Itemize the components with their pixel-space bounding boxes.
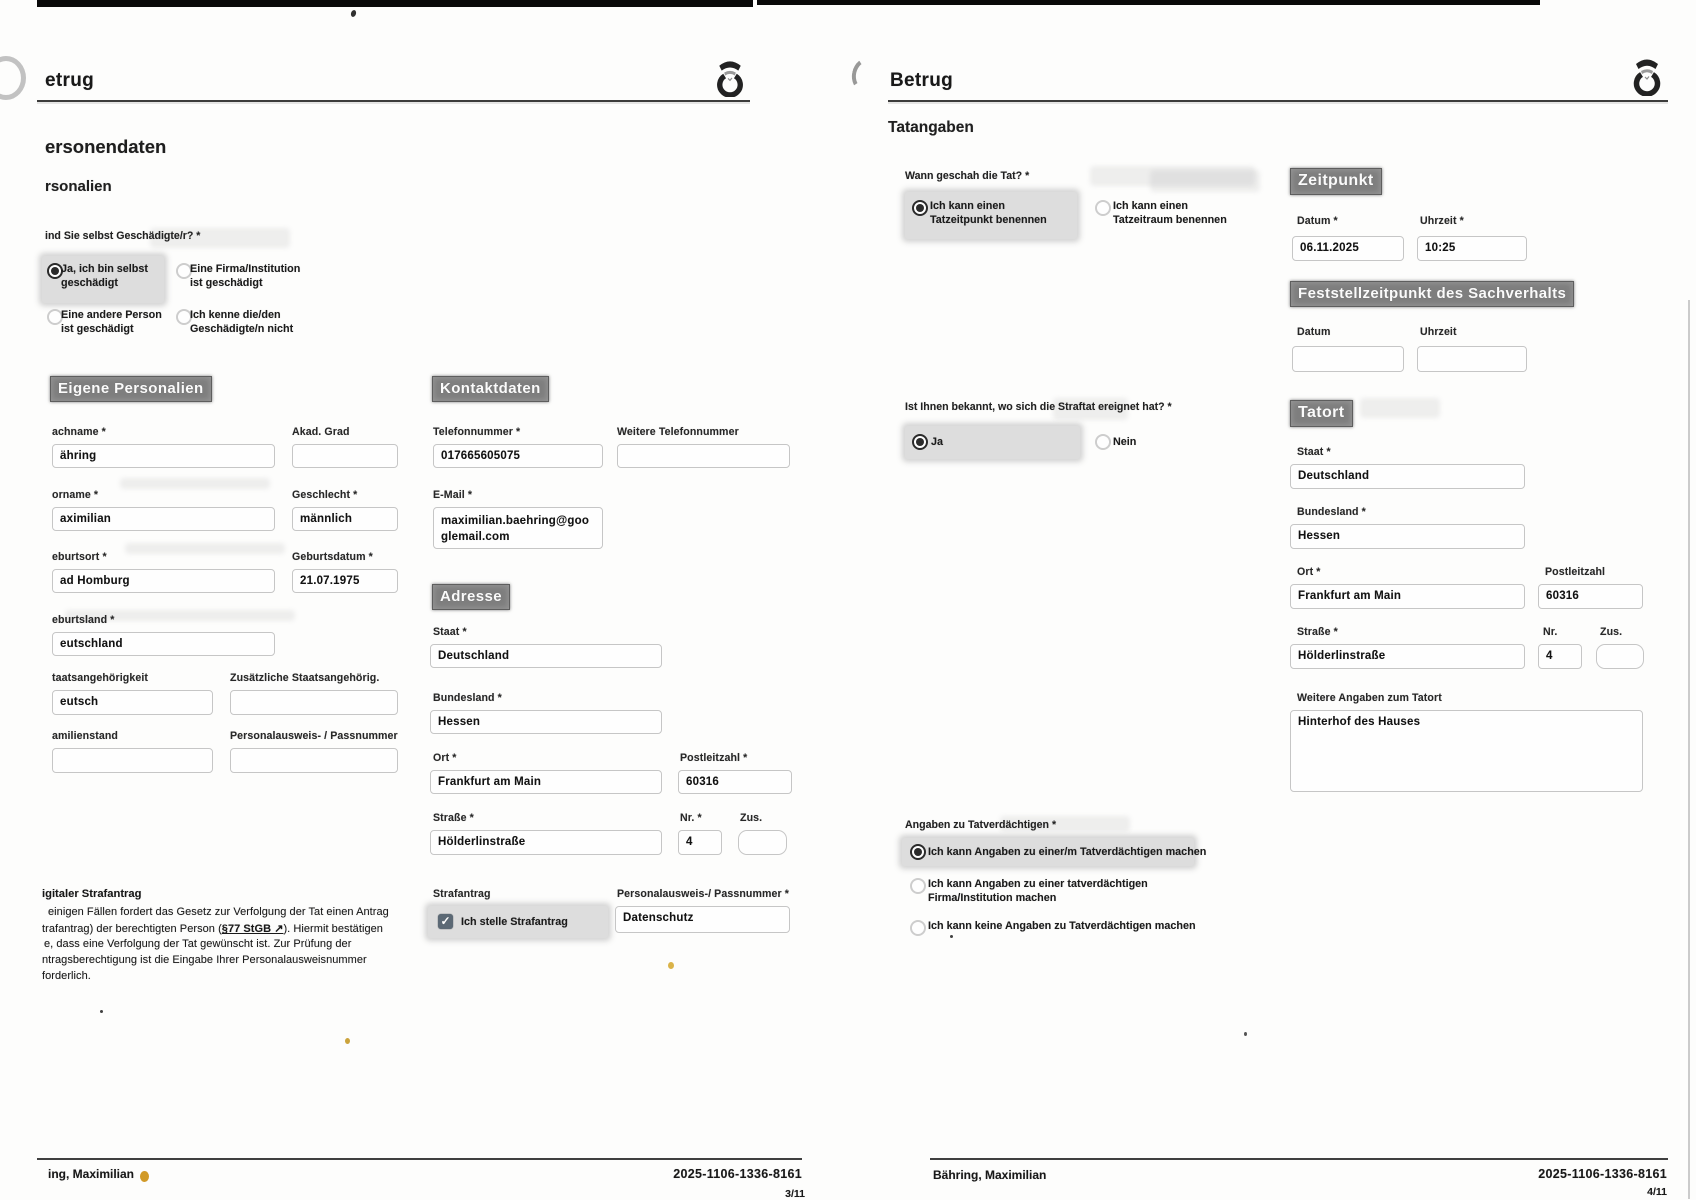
rp-footer-reference: 2025-1106-1336-8161 — [1538, 1167, 1667, 1181]
tatort-hausnummer-label: Nr. — [1543, 626, 1558, 638]
rp-footer-name: Bähring, Maximilian — [933, 1168, 1047, 1182]
onlinewache-logo-icon — [1630, 54, 1664, 101]
staatsangehoerigkeit-input[interactable]: eutsch — [52, 690, 213, 715]
scan-smudge — [125, 543, 285, 554]
staat-input[interactable]: Deutschland — [430, 644, 662, 668]
ort-label: Ort * — [433, 752, 457, 764]
checkbox-checked-icon[interactable] — [438, 914, 453, 929]
scan-speck-orange — [140, 1171, 149, 1182]
scan-speck — [1244, 1032, 1247, 1036]
scan-smudge — [1360, 398, 1440, 418]
strafantrag-info-line5: forderlich. — [42, 970, 91, 982]
tatort-ort-input[interactable]: Frankfurt am Main — [1290, 584, 1525, 609]
tatort-postleitzahl-label: Postleitzahl — [1545, 566, 1606, 578]
scan-edge-bar-left — [37, 0, 753, 7]
strafantrag-info-line2-pre: trafantrag) der berechtigten Person ( — [42, 923, 222, 935]
rp-section-feststellzeitpunkt: Feststellzeitpunkt des Sachverhalts — [1290, 281, 1574, 307]
feststell-uhrzeit-label: Uhrzeit — [1420, 326, 1457, 338]
radio-unselected-icon[interactable] — [1095, 434, 1111, 450]
radio-unselected-icon[interactable] — [910, 878, 926, 894]
tatort-hausnummer-input[interactable]: 4 — [1538, 644, 1582, 669]
tat-uhrzeit-input[interactable]: 10:25 — [1417, 236, 1527, 261]
scan-ring-artifact — [849, 55, 883, 94]
tatort-postleitzahl-input[interactable]: 60316 — [1538, 584, 1643, 609]
page-edge-line — [1688, 300, 1690, 1199]
lp-header-rule — [37, 100, 750, 102]
scan-hole-artifact — [0, 56, 26, 100]
feststell-uhrzeit-input[interactable] — [1417, 346, 1527, 372]
tatort-weitere-angaben-label: Weitere Angaben zum Tatort — [1297, 692, 1442, 704]
geburtsdatum-label: Geburtsdatum * — [292, 551, 373, 563]
strasse-label: Straße * — [433, 812, 474, 824]
postleitzahl-input[interactable]: 60316 — [678, 770, 792, 794]
radio-selected-icon[interactable] — [910, 844, 926, 860]
stgb-paragraph-link[interactable]: §77 StGB ↗ — [221, 923, 284, 935]
scan-edge-bar-right — [757, 0, 1540, 5]
zusaetzliche-staatsang-label: Zusätzliche Staatsangehörig. — [230, 672, 380, 684]
strafantrag-info-line2 — [42, 922, 383, 935]
rp-section-heading: Tatangaben — [888, 119, 974, 136]
telefonnummer-input[interactable]: 017665605075 — [433, 444, 603, 468]
lp-section-eigene-personalien: Eigene Personalien — [50, 376, 212, 402]
rp-page-title: Betrug — [890, 70, 954, 91]
lp-footer-page-number: 3/11 — [785, 1188, 805, 1200]
scan-speck-orange — [668, 962, 674, 969]
rp-suspect-option-1[interactable]: Ich kann Angaben zu einer/m Tatverdächtigen machen — [928, 846, 1207, 858]
rp-suspect-option-3[interactable]: Ich kann keine Angaben zu Tatverdächtigen machen — [928, 920, 1196, 932]
tatort-strasse-label: Straße * — [1297, 626, 1338, 638]
strafantrag-info-line4: ntragsberechtigung ist die Eingabe Ihrer Personalausweisnummer — [42, 954, 367, 966]
rp-footer-page-number: 4/11 — [1647, 1186, 1667, 1198]
weitere-telefonnummer-label: Weitere Telefonnummer — [617, 426, 739, 438]
familienstand-input[interactable] — [52, 748, 213, 773]
geburtsort-label: eburtsort * — [52, 551, 107, 563]
ort-input[interactable]: Frankfurt am Main — [430, 770, 662, 794]
rp-section-tatort: Tatort — [1290, 400, 1353, 427]
strafantrag-info-line3: e, dass eine Verfolgung der Tat gewünscht ist. Zur Prüfung der — [44, 938, 352, 950]
lp-victim-option-4[interactable]: Ich kenne die/den Geschädigte/n nicht — [190, 309, 294, 336]
strafantrag-label: Strafantrag — [433, 888, 491, 900]
rp-section-zeitpunkt: Zeitpunkt — [1290, 168, 1382, 195]
vorname-label: orname * — [52, 489, 99, 501]
rp-where-question: Ist Ihnen bekannt, wo sich die Straftat ereignet hat? * — [905, 401, 1172, 413]
tatort-strasse-input[interactable]: Hölderlinstraße — [1290, 644, 1525, 669]
tatort-weitere-angaben-textarea[interactable]: Hinterhof des Hauses — [1290, 710, 1643, 792]
familienstand-label: amilienstand — [52, 730, 118, 742]
lp-section-kontaktdaten: Kontaktdaten — [432, 376, 549, 402]
tatort-bundesland-label: Bundesland * — [1297, 506, 1366, 518]
personalausweis-input[interactable] — [230, 748, 398, 773]
tatort-zusatz-input[interactable] — [1596, 644, 1644, 669]
akad-grad-label: Akad. Grad — [292, 426, 350, 438]
geburtsland-input[interactable]: eutschland — [52, 632, 275, 656]
radio-unselected-icon[interactable] — [1095, 200, 1111, 216]
tatort-bundesland-input[interactable]: Hessen — [1290, 524, 1525, 549]
lp-victim-option-1[interactable]: Ja, ich bin selbst geschädigt — [61, 263, 149, 290]
lp-footer-name: ing, Maximilian — [48, 1167, 135, 1181]
lp-footer-rule — [37, 1158, 802, 1160]
postleitzahl-label: Postleitzahl * — [680, 752, 748, 764]
feststell-datum-label: Datum — [1297, 326, 1331, 338]
tatort-staat-input[interactable]: Deutschland — [1290, 464, 1525, 489]
scan-speck — [100, 1010, 103, 1013]
geburtsdatum-input[interactable]: 21.07.1975 — [292, 569, 398, 593]
geschlecht-input[interactable]: männlich — [292, 507, 398, 531]
strafantrag-info-line1: einigen Fällen fordert das Gesetz zur Verfolgung der Tat einen Antrag — [48, 906, 389, 918]
vorname-input[interactable]: aximilian — [52, 507, 275, 531]
lp-section-adresse: Adresse — [432, 584, 510, 610]
rp-footer-rule — [930, 1158, 1668, 1160]
scan-speck-orange — [345, 1038, 350, 1044]
email-input[interactable]: maximilian.baehring@googlemail.com — [433, 507, 603, 549]
strafantrag-info-title: igitaler Strafantrag — [42, 888, 142, 900]
personalausweis2-label: Personalausweis-/ Passnummer * — [617, 888, 789, 900]
scan-smudge — [120, 478, 270, 489]
personalausweis2-input[interactable]: Datenschutz — [615, 906, 790, 933]
lp-subsection-heading: rsonalien — [45, 178, 112, 195]
radio-selected-icon[interactable] — [912, 200, 928, 216]
tat-uhrzeit-label: Uhrzeit * — [1420, 215, 1464, 227]
rp-when-option-1[interactable]: Ich kann einen Tatzeitpunkt benennen — [930, 200, 1047, 227]
staat-label: Staat * — [433, 626, 467, 638]
rp-where-option-ja[interactable]: Ja — [931, 436, 944, 448]
lp-section-heading: ersonendaten — [45, 136, 167, 157]
nachname-input[interactable]: ähring — [52, 444, 275, 468]
tatort-ort-label: Ort * — [1297, 566, 1321, 578]
nachname-label: achname * — [52, 426, 106, 438]
bundesland-input[interactable]: Hessen — [430, 710, 662, 734]
rp-header-rule — [888, 100, 1668, 102]
tat-datum-input[interactable]: 06.11.2025 — [1292, 236, 1404, 261]
tatort-staat-label: Staat * — [1297, 446, 1331, 458]
lp-footer-reference: 2025-1106-1336-8161 — [673, 1167, 802, 1181]
tatort-zusatz-label: Zus. — [1600, 626, 1623, 638]
hausnummer-input[interactable]: 4 — [678, 830, 722, 855]
scan-smudge — [1150, 170, 1260, 192]
bundesland-label: Bundesland * — [433, 692, 502, 704]
rp-when-option-2[interactable]: Ich kann einen Tatzeitraum benennen — [1113, 200, 1227, 227]
strasse-input[interactable]: Hölderlinstraße — [430, 830, 662, 855]
zusaetzliche-staatsang-input[interactable] — [230, 690, 398, 715]
tat-datum-label: Datum * — [1297, 215, 1338, 227]
geburtsort-input[interactable]: ad Homburg — [52, 569, 275, 593]
weitere-telefonnummer-input[interactable] — [617, 444, 790, 468]
radio-unselected-icon[interactable] — [910, 920, 926, 936]
rp-when-question: Wann geschah die Tat? * — [905, 170, 1030, 182]
lp-victim-question: ind Sie selbst Geschädigte/r? * — [45, 230, 201, 242]
lp-page-title: etrug — [45, 70, 94, 91]
lp-victim-option-3[interactable]: Eine andere Person ist geschädigt — [61, 309, 162, 336]
zusatz-label: Zus. — [740, 812, 763, 824]
lp-victim-option-2[interactable]: Eine Firma/Institution ist geschädigt — [190, 263, 301, 290]
feststell-datum-input[interactable] — [1292, 346, 1404, 372]
onlinewache-logo-icon — [712, 56, 748, 102]
scan-speck — [950, 935, 953, 938]
rp-suspect-option-2[interactable]: Ich kann Angaben zu einer tatverdächtigen Firma/Institution machen — [928, 878, 1148, 905]
strafantrag-checkbox-label[interactable]: Ich stelle Strafantrag — [461, 916, 568, 928]
scan-speck — [350, 9, 357, 17]
personalausweis-label: Personalausweis- / Passnummer — [230, 730, 398, 742]
strafantrag-info-line2-post: ). Hiermit bestätigen — [283, 923, 383, 935]
geschlecht-label: Geschlecht * — [292, 489, 358, 501]
rp-where-option-nein[interactable]: Nein — [1113, 436, 1137, 448]
zusatz-input[interactable] — [738, 830, 787, 855]
akad-grad-input[interactable] — [292, 444, 398, 468]
staatsangehoerigkeit-label: taatsangehörigkeit — [52, 672, 148, 684]
rp-suspect-question: Angaben zu Tatverdächtigen * — [905, 819, 1057, 831]
email-label: E-Mail * — [433, 489, 473, 501]
radio-selected-icon[interactable] — [912, 434, 928, 450]
telefonnummer-label: Telefonnummer * — [433, 426, 521, 438]
geburtsland-label: eburtsland * — [52, 614, 115, 626]
hausnummer-label: Nr. * — [680, 812, 702, 824]
